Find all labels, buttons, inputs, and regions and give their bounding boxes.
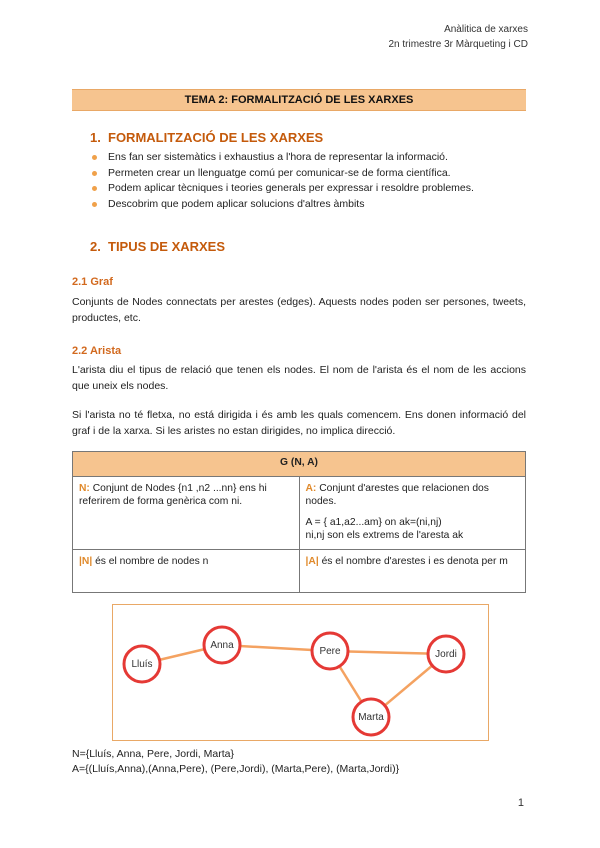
section1-bullet-list [92, 150, 474, 212]
network-graph-figure [112, 604, 489, 741]
nodes-set: N={Lluís, Anna, Pere, Jordi, Marta} [72, 748, 234, 760]
bullet-dot-icon [92, 202, 97, 207]
edges-set: A={(Lluís,Anna),(Anna,Pere), (Pere,Jordi), (Marta,Pere), (Marta,Jordi)} [72, 763, 400, 775]
table-cell-edges [299, 477, 526, 550]
document-title: TEMA 2: FORMALITZACIÓ DE LES XARXES [72, 89, 526, 111]
node-label-pere: Pere [319, 646, 341, 657]
graf-heading: 2.1 Graf [72, 276, 113, 288]
network-graph-svg [113, 605, 488, 740]
node-label-jordi: Jordi [435, 649, 457, 660]
section1-number: 1. [90, 130, 101, 145]
table-row [73, 550, 526, 593]
node-label-lluis: Lluís [131, 659, 153, 670]
arista-paragraph-1: L'arista diu el tipus de relació que tenen els nodes. El nom de l'arista és el nom de les accions que uneix els nodes. [72, 364, 526, 392]
edges-description: Conjunt d'arestes que relacionen dos nodes. [305, 483, 489, 507]
list-item: Podem aplicar tècniques i teories generals per expressar i resoldre problemes. [92, 181, 474, 197]
table-row [73, 477, 526, 550]
node-count-description: és el nombre de nodes n [92, 556, 209, 567]
section2-heading [90, 239, 225, 254]
arista-paragraph-2: Si l'arista no té fletxa, no está dirigida i és amb les quals comencem. Ens donen informació del graf i de la xarxa. Si les aristes no estan dirigides, no implica direcció. [72, 409, 526, 437]
page-number: 1 [517, 797, 524, 809]
nodes-description: Conjunt de Nodes {n1 ,n2 ...nn} ens hi referirem de forma genèrica com ni. [79, 483, 267, 507]
running-header [389, 22, 529, 52]
bullet-dot-icon [92, 186, 97, 191]
table-cell-node-count [73, 550, 300, 593]
bullet-dot-icon [92, 155, 97, 160]
graph-set-notation [72, 747, 399, 777]
section2-number: 2. [90, 239, 101, 254]
edge-count-label: |A| [305, 556, 319, 567]
graph-definition-table [72, 451, 526, 593]
nodes-label: N: [79, 483, 90, 494]
graf-paragraph: Conjunts de Nodes connectats per arestes (edges). Aquests nodes poden ser persones, tweets, productes, etc. [72, 296, 526, 324]
node-label-marta: Marta [358, 712, 384, 723]
list-item: Descobrim que podem aplicar solucions d'altres àmbits [92, 197, 474, 213]
section1-heading [90, 130, 323, 145]
list-item: Permeten crear un llenguatge comú per comunicar-se de forma científica. [92, 166, 474, 182]
bullet-dot-icon [92, 171, 97, 176]
edges-formula-note: ni,nj son els extrems de l'aresta ak [305, 530, 464, 541]
table-header: G (N, A) [73, 452, 526, 477]
edges-label: A: [305, 483, 317, 494]
table-cell-edge-count [299, 550, 526, 593]
section1-title: FORMALITZACIÓ DE LES XARXES [108, 130, 324, 145]
node-count-label: |N| [79, 556, 93, 567]
table-cell-nodes [73, 477, 300, 550]
header-course: Anàlitica de xarxes [444, 24, 528, 35]
edges-formula: A = { a1,a2...am} on ak=(ni,nj) [305, 517, 442, 528]
node-label-anna: Anna [210, 640, 234, 651]
header-term: 2n trimestre 3r Màrqueting i CD [388, 39, 528, 50]
list-item: Ens fan ser sistemàtics i exhaustius a l'hora de representar la informació. [92, 150, 474, 166]
section2-title: TIPUS DE XARXES [108, 239, 226, 254]
edge-count-description: és el nombre d'arestes i es denota per m [318, 556, 508, 567]
arista-heading: 2.2 Arista [72, 345, 122, 357]
